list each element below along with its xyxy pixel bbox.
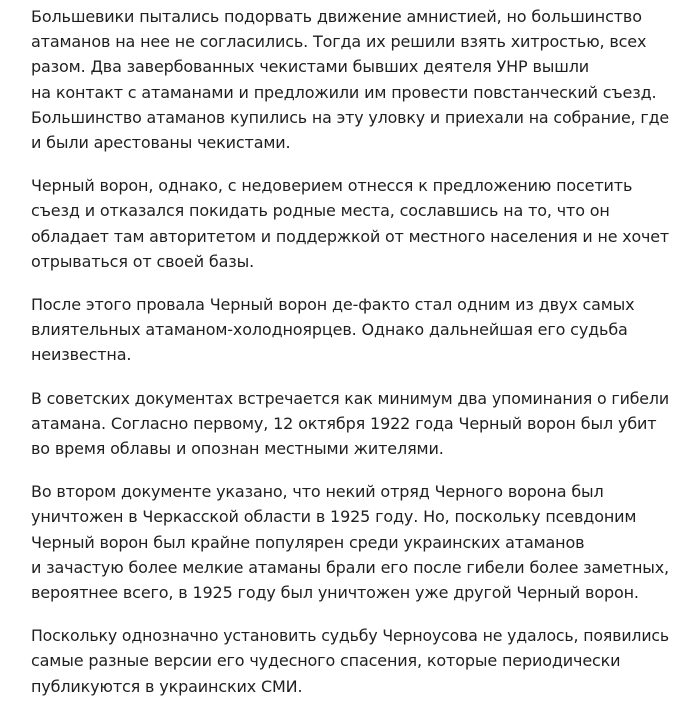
paragraph-line: Поскольку однозначно установить судьбу Черноусова не удалось, появились [31, 626, 670, 646]
paragraph-4 [31, 386, 671, 462]
paragraph-line: Черный ворон, однако, с недоверием отнесся к предложению посетить [31, 176, 633, 196]
paragraph-line: В советских документах встречается как минимум два упоминания о гибели [31, 388, 669, 408]
paragraph-line: Черный ворон был крайне популярен среди украинских атаманов [31, 532, 585, 552]
paragraph-line: атаманов на нее не согласились. Тогда их решили взять хитростью, всех [31, 32, 647, 52]
paragraph-line: вероятнее всего, в 1925 году был уничтожен уже другой Черный ворон. [31, 583, 639, 603]
paragraph-line: обладает там авторитетом и поддержкой от местного населения и не хочет [31, 226, 669, 246]
paragraph-line: публикуются в украинских СМИ. [31, 676, 303, 696]
paragraph-line: уничтожен в Черкасской области в 1925 году. Но, поскольку псевдоним [31, 507, 637, 527]
paragraph-line: влиятельных атаманом-холодноярцев. Однако дальнейшая его судьба [31, 320, 628, 340]
paragraph-line: Большевики пытались подорвать движение амнистией, но большинство [31, 7, 642, 26]
paragraph-2 [31, 173, 671, 274]
paragraph-line: Большинство атаманов купились на эту уловку и приехали на собрание, где [31, 107, 670, 127]
paragraph-line: съезд и отказался покидать родные места, сославшись на то, что он [31, 201, 610, 221]
paragraph-6 [31, 623, 671, 699]
paragraph-line: и зачастую более мелкие атаманы брали его после гибели более заметных, [31, 557, 669, 577]
paragraph-line: отрываться от своей базы. [31, 251, 255, 271]
paragraph-line: После этого провала Черный ворон де-факто стал одним из двух самых [31, 295, 635, 315]
paragraph-line: самые разные версии его чудесного спасения, которые периодически [31, 651, 621, 671]
paragraph-line: неизвестна. [31, 345, 132, 365]
paragraph-line: во время облавы и опознан местными жителями. [31, 439, 444, 459]
paragraph-line: на контакт с атаманами и предложили им провести повстанческий съезд. [31, 82, 657, 102]
paragraph-line: Во втором документе указано, что некий отряд Черного ворона был [31, 482, 604, 502]
paragraph-line: атамана. Согласно первому, 12 октября 1922 года Черный ворон был убит [31, 413, 657, 433]
article-body [31, 4, 671, 717]
paragraph-line: разом. Два завербованных чекистами бывших деятеля УНР вышли [31, 57, 590, 77]
paragraph-line: и были арестованы чекистами. [31, 133, 291, 153]
paragraph-3 [31, 292, 671, 368]
paragraph-5 [31, 479, 671, 605]
paragraph-1 [31, 4, 671, 155]
